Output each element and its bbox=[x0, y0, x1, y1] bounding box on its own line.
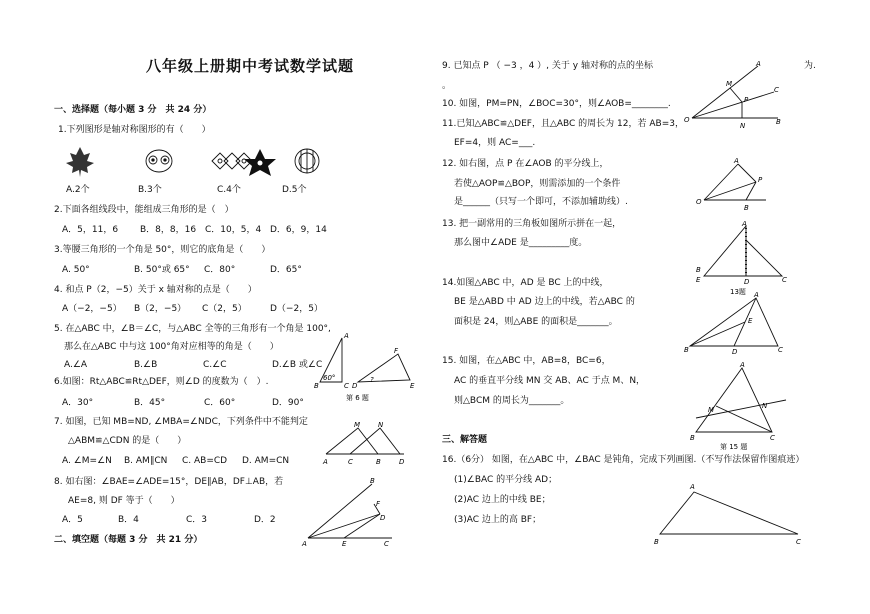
q3-option-d: D．65° bbox=[270, 265, 302, 275]
section-choice-heading: 一、选择题（每小题 3 分 共 24 分） bbox=[54, 105, 212, 115]
section-answer-heading: 三、解答题 bbox=[442, 435, 488, 445]
q7-option-a: A. ∠M=∠N bbox=[62, 456, 112, 466]
q6-angle-60: 60° bbox=[323, 374, 336, 382]
q4-option-d: D（−2，5） bbox=[270, 304, 323, 314]
q7-label-n: N bbox=[378, 421, 384, 429]
question-3: 3.等腰三角形的一个角是 50°，则它的底角是（ ） bbox=[54, 245, 271, 255]
q7-triangles-figure bbox=[320, 418, 410, 466]
q3-option-c: C．80° bbox=[204, 265, 236, 275]
question-16-item-2: (2)AC 边上的中线 BE； bbox=[454, 495, 551, 505]
question-11-line-1: 11.已知△ABC≌△DEF，且△ABC 的周长为 12，若 AB=3， bbox=[442, 119, 684, 129]
q6-option-b: B．45° bbox=[134, 398, 166, 408]
q16-label-b: B bbox=[654, 538, 659, 546]
q10-label-c: C bbox=[774, 86, 779, 94]
q15-label-c: C bbox=[770, 434, 775, 442]
section-fill-heading: 二、填空题（每题 3 分 共 21 分） bbox=[54, 535, 203, 545]
q8-label-e: E bbox=[342, 540, 347, 548]
q15-label-n: N bbox=[762, 402, 768, 410]
question-12-line-2: 若使△AOP≌△BOP，则需添加的一个条件 bbox=[454, 179, 621, 189]
q15-perpendicular-bisector-figure bbox=[688, 360, 788, 450]
q6-option-d: D．90° bbox=[272, 398, 304, 408]
q12-label-p: P bbox=[758, 176, 763, 184]
q6-label-d: D bbox=[352, 382, 358, 390]
knot-pattern-icon bbox=[212, 153, 252, 169]
q5-option-a: A.∠A bbox=[64, 360, 88, 370]
question-1: 1.下列图形是轴对称图形的有（ ） bbox=[58, 125, 211, 135]
q1-symbols-figure bbox=[62, 145, 322, 181]
q10-label-n: N bbox=[740, 122, 746, 130]
q6-option-c: C．60° bbox=[204, 398, 236, 408]
q14-label-a: A bbox=[754, 291, 759, 299]
question-11-line-2: EF=4，则 AC=___. bbox=[454, 138, 536, 148]
q13-set-squares-figure bbox=[694, 220, 790, 296]
question-12-line-3: 是______（只写一个即可，不添加辅助线）. bbox=[454, 197, 628, 207]
q6-label-b: B bbox=[314, 382, 319, 390]
q8-option-c: C．3 bbox=[186, 515, 208, 525]
page-title: 八年级上册期中考试数学试题 bbox=[146, 57, 355, 75]
q12-label-o: O bbox=[696, 198, 702, 206]
q8-label-b: B bbox=[370, 477, 375, 485]
q15-label-b: B bbox=[690, 434, 695, 442]
q14-label-b: B bbox=[684, 346, 689, 354]
question-12-line-1: 12. 如右图，点 P 在∠AOB 的平分线上， bbox=[442, 159, 609, 169]
question-15-line-2: AC 的垂直平分线 MN 交 AB、AC 于点 M、N， bbox=[454, 376, 646, 386]
q16-label-c: C bbox=[796, 538, 801, 546]
q1-option-d: D.5个 bbox=[282, 185, 307, 195]
question-14-line-3: 面积是 24，则△ABE 的面积是_______。 bbox=[454, 317, 618, 327]
q13-label-b: B bbox=[696, 266, 701, 274]
q6-angle-unknown: ? bbox=[370, 376, 374, 384]
q6-figure-caption: 第 6 题 bbox=[346, 394, 369, 402]
q7-label-c: C bbox=[348, 458, 353, 466]
q3-option-b: B. 50°或 65° bbox=[134, 265, 190, 275]
q13-label-d: D bbox=[744, 278, 750, 286]
question-7-line-1: 7. 如图，已知 MB=ND, ∠MBA=∠NDC，下列条件中不能判定 bbox=[54, 417, 308, 427]
question-10: 10. 如图，PM=PN，∠BOC=30°，则∠AOB=________. bbox=[442, 99, 671, 109]
q7-option-b: B. AM∥CN bbox=[124, 456, 168, 466]
q13-label-c: C bbox=[782, 276, 787, 284]
question-13-line-2: 那么图中∠ADE 是_________度。 bbox=[454, 238, 588, 248]
q2-option-d: D．6，9，14 bbox=[270, 225, 327, 235]
question-14-line-2: BE 是△ABD 中 AD 边上的中线，若△ABC 的 bbox=[454, 297, 635, 307]
q14-label-d: D bbox=[732, 348, 738, 356]
q1-option-c: C.4个 bbox=[217, 185, 241, 195]
q6-option-a: A．30° bbox=[62, 398, 94, 408]
q15-figure-caption: 第 15 题 bbox=[720, 443, 748, 451]
q13-label-e: E bbox=[696, 276, 701, 284]
q7-option-d: D. AM=CN bbox=[242, 456, 290, 466]
owl-face-icon bbox=[146, 150, 172, 172]
question-7-line-2: △ABM≌△CDN 的是（ ） bbox=[68, 436, 187, 446]
q8-label-d: D bbox=[380, 514, 386, 522]
question-16-item-1: (1)∠BAC 的平分线 AD； bbox=[454, 475, 558, 485]
q7-label-a: A bbox=[323, 458, 328, 466]
q6-label-f: F bbox=[394, 347, 399, 355]
question-4: 4. 和点 P（2，−5）关于 x 轴对称的点是（ ） bbox=[54, 285, 257, 295]
star-flower-icon bbox=[244, 149, 276, 176]
q5-option-b: B.∠B bbox=[134, 360, 158, 370]
question-15-line-3: 则△BCM 的周长为_______。 bbox=[454, 396, 570, 406]
question-9-line-1: 9. 已知点 P （ −3 ，4 ）, 关于 y 轴对称的点的坐标 bbox=[442, 61, 653, 71]
q4-option-a: A（−2，−5） bbox=[62, 304, 122, 314]
q14-median-figure bbox=[684, 290, 784, 356]
q15-label-m: M bbox=[708, 406, 715, 414]
q12-angle-bisector-figure bbox=[694, 152, 778, 212]
q7-label-m: M bbox=[354, 421, 361, 429]
q8-figure bbox=[300, 476, 400, 546]
q10-angle-figure bbox=[680, 58, 786, 130]
q8-label-c: C bbox=[384, 540, 389, 548]
q6-triangles-figure bbox=[312, 330, 422, 400]
q6-label-a: A bbox=[344, 332, 349, 340]
q14-label-c: C bbox=[778, 346, 783, 354]
q5-option-d: D.∠B 或∠C bbox=[272, 360, 323, 370]
question-13-line-1: 13. 把一副常用的三角板如图所示拼在一起， bbox=[442, 219, 622, 229]
question-16-line-1: 16.（6分） 如图，在△ABC 中，∠BAC 是钝角，完成下列画图.（不写作法保留作图痕迹） bbox=[442, 455, 805, 465]
q16-label-a: A bbox=[690, 483, 695, 491]
question-6: 6.如图：Rt△ABC≌Rt△DEF，则∠D 的度数为（ ）. bbox=[54, 377, 269, 387]
q10-label-a: A bbox=[756, 60, 761, 68]
q7-label-b: B bbox=[376, 458, 381, 466]
q13-figure-caption: 13题 bbox=[730, 288, 746, 296]
question-5-line-1: 5. 在△ABC 中，∠B＝∠C，与△ABC 全等的三角形有一个角是 100°, bbox=[54, 324, 331, 334]
q3-option-a: A. 50° bbox=[62, 265, 90, 275]
q16-obtuse-triangle-figure bbox=[650, 478, 810, 548]
q10-label-m: M bbox=[726, 80, 733, 88]
q8-label-f: F bbox=[376, 500, 381, 508]
maple-leaf-icon bbox=[66, 147, 94, 177]
question-9-tail: 为. bbox=[804, 61, 816, 71]
q7-option-c: C. AB=CD bbox=[182, 456, 228, 466]
question-8-line-1: 8. 如右图：∠BAE=∠ADE=15°，DE∥AB，DF⊥AB，若 bbox=[54, 477, 284, 487]
q10-label-o: O bbox=[684, 116, 690, 124]
question-5-line-2: 那么在△ABC 中与这 100°角对应相等的角是（ ） bbox=[64, 342, 279, 352]
q13-label-a: A bbox=[742, 220, 747, 228]
q10-label-b: B bbox=[776, 118, 781, 126]
q6-label-e: E bbox=[410, 382, 415, 390]
q2-option-a: A．5，11，6 bbox=[62, 225, 119, 235]
q7-label-d: D bbox=[399, 458, 405, 466]
q2-option-b: B．8，8，16 bbox=[140, 225, 197, 235]
q4-option-c: C（2，5） bbox=[202, 304, 247, 314]
q12-label-a: A bbox=[734, 157, 739, 165]
q1-option-b: B.3个 bbox=[138, 185, 162, 195]
q2-option-c: C．10，5，4 bbox=[205, 225, 262, 235]
question-2: 2.下面各组线段中，能组成三角形的是（ ） bbox=[54, 205, 234, 215]
question-16-item-3: (3)AC 边上的高 BF； bbox=[454, 515, 542, 525]
q8-label-a: A bbox=[302, 540, 307, 548]
q8-option-b: B．4 bbox=[118, 515, 139, 525]
q12-label-b: B bbox=[744, 204, 749, 212]
q14-label-e: E bbox=[748, 317, 753, 325]
q15-label-a: A bbox=[740, 361, 745, 369]
q6-label-c: C bbox=[344, 382, 349, 390]
q8-option-d: D．2 bbox=[254, 515, 276, 525]
question-9-line-2: 。 bbox=[442, 81, 452, 91]
question-14-line-1: 14.如图△ABC 中，AD 是 BC 上的中线， bbox=[442, 278, 609, 288]
q1-option-a: A.2个 bbox=[66, 185, 90, 195]
circle-emblem-icon bbox=[295, 149, 319, 173]
question-8-line-2: AE=8, 则 DF 等于（ ） bbox=[68, 496, 180, 506]
q10-label-p: P bbox=[744, 96, 749, 104]
q5-option-c: C.∠C bbox=[203, 360, 227, 370]
question-15-line-1: 15. 如图，在△ABC 中，AB=8，BC=6， bbox=[442, 356, 611, 366]
q8-option-a: A．5 bbox=[62, 515, 83, 525]
q4-option-b: B（2，−5） bbox=[134, 304, 187, 314]
